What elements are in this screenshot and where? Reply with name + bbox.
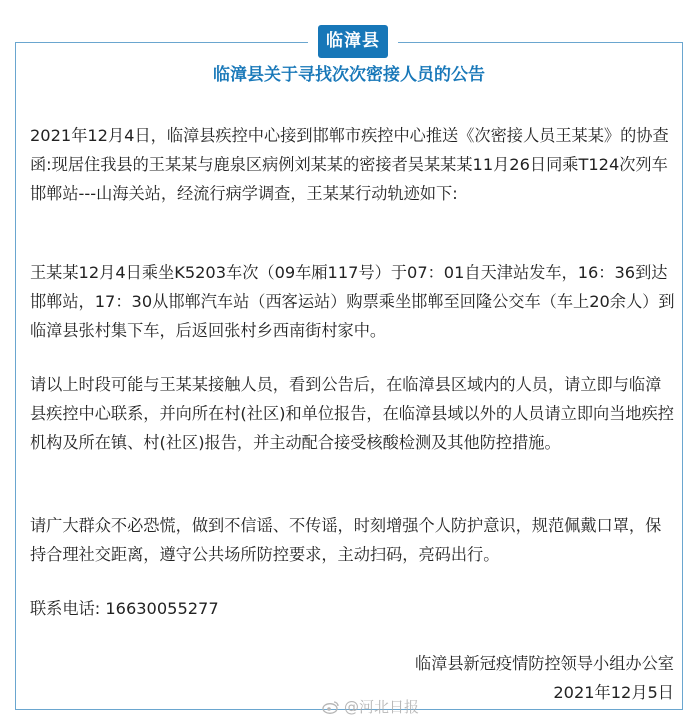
paragraph-instructions: 请以上时段可能与王某某接触人员，看到公告后，在临漳县区域内的人员，请立即与临漳县疾控中心联系，并向所在村(社区)和单位报告，在临漳县域以外的人员请立即向当地疾控机构及所在镇、村(社区)报告，并主动配合接受核酸检测及其他防控措施。 — [30, 375, 674, 452]
signature-org: 临漳县新冠疫情防控领导小组办公室 — [415, 654, 674, 673]
contact-phone: 联系电话: 16630055277 — [30, 599, 219, 618]
paragraph-appeal: 请广大群众不必恐慌，做到不信谣、不传谣，时刻增强个人防护意识，规范佩戴口罩，保持合理社交距离，遵守公共场所防控要求，主动扫码，亮码出行。 — [30, 516, 662, 564]
weibo-icon — [322, 700, 340, 714]
paragraph-background: 2021年12月4日，临漳县疾控中心接到邯郸市疾控中心推送《次密接人员王某某》的协查函:现居住我县的王某某与鹿泉区病例刘某某的密接者吴某某某11月26日同乘T124次列车邯郸站---山海关站，经流行病学调查，王某某行动轨迹如下: — [30, 126, 669, 203]
county-badge: 临漳县 — [318, 25, 388, 58]
watermark — [322, 696, 419, 718]
watermark-text: @河北日报 — [344, 698, 420, 716]
paragraph-itinerary: 王某某12月4日乘坐K5203车次（09车厢117号）于07：01自天津站发车，16：36到达邯郸站，17：30从邯郸汽车站（西客运站）购票乘坐邯郸至回隆公交车（车上20余人）到临漳县张村集下车，后返回张村乡西南街村家中。 — [30, 263, 675, 340]
signature-date: 2021年12月5日 — [553, 683, 674, 702]
notice-title: 临漳县关于寻找次次密接人员的公告 — [213, 65, 485, 85]
